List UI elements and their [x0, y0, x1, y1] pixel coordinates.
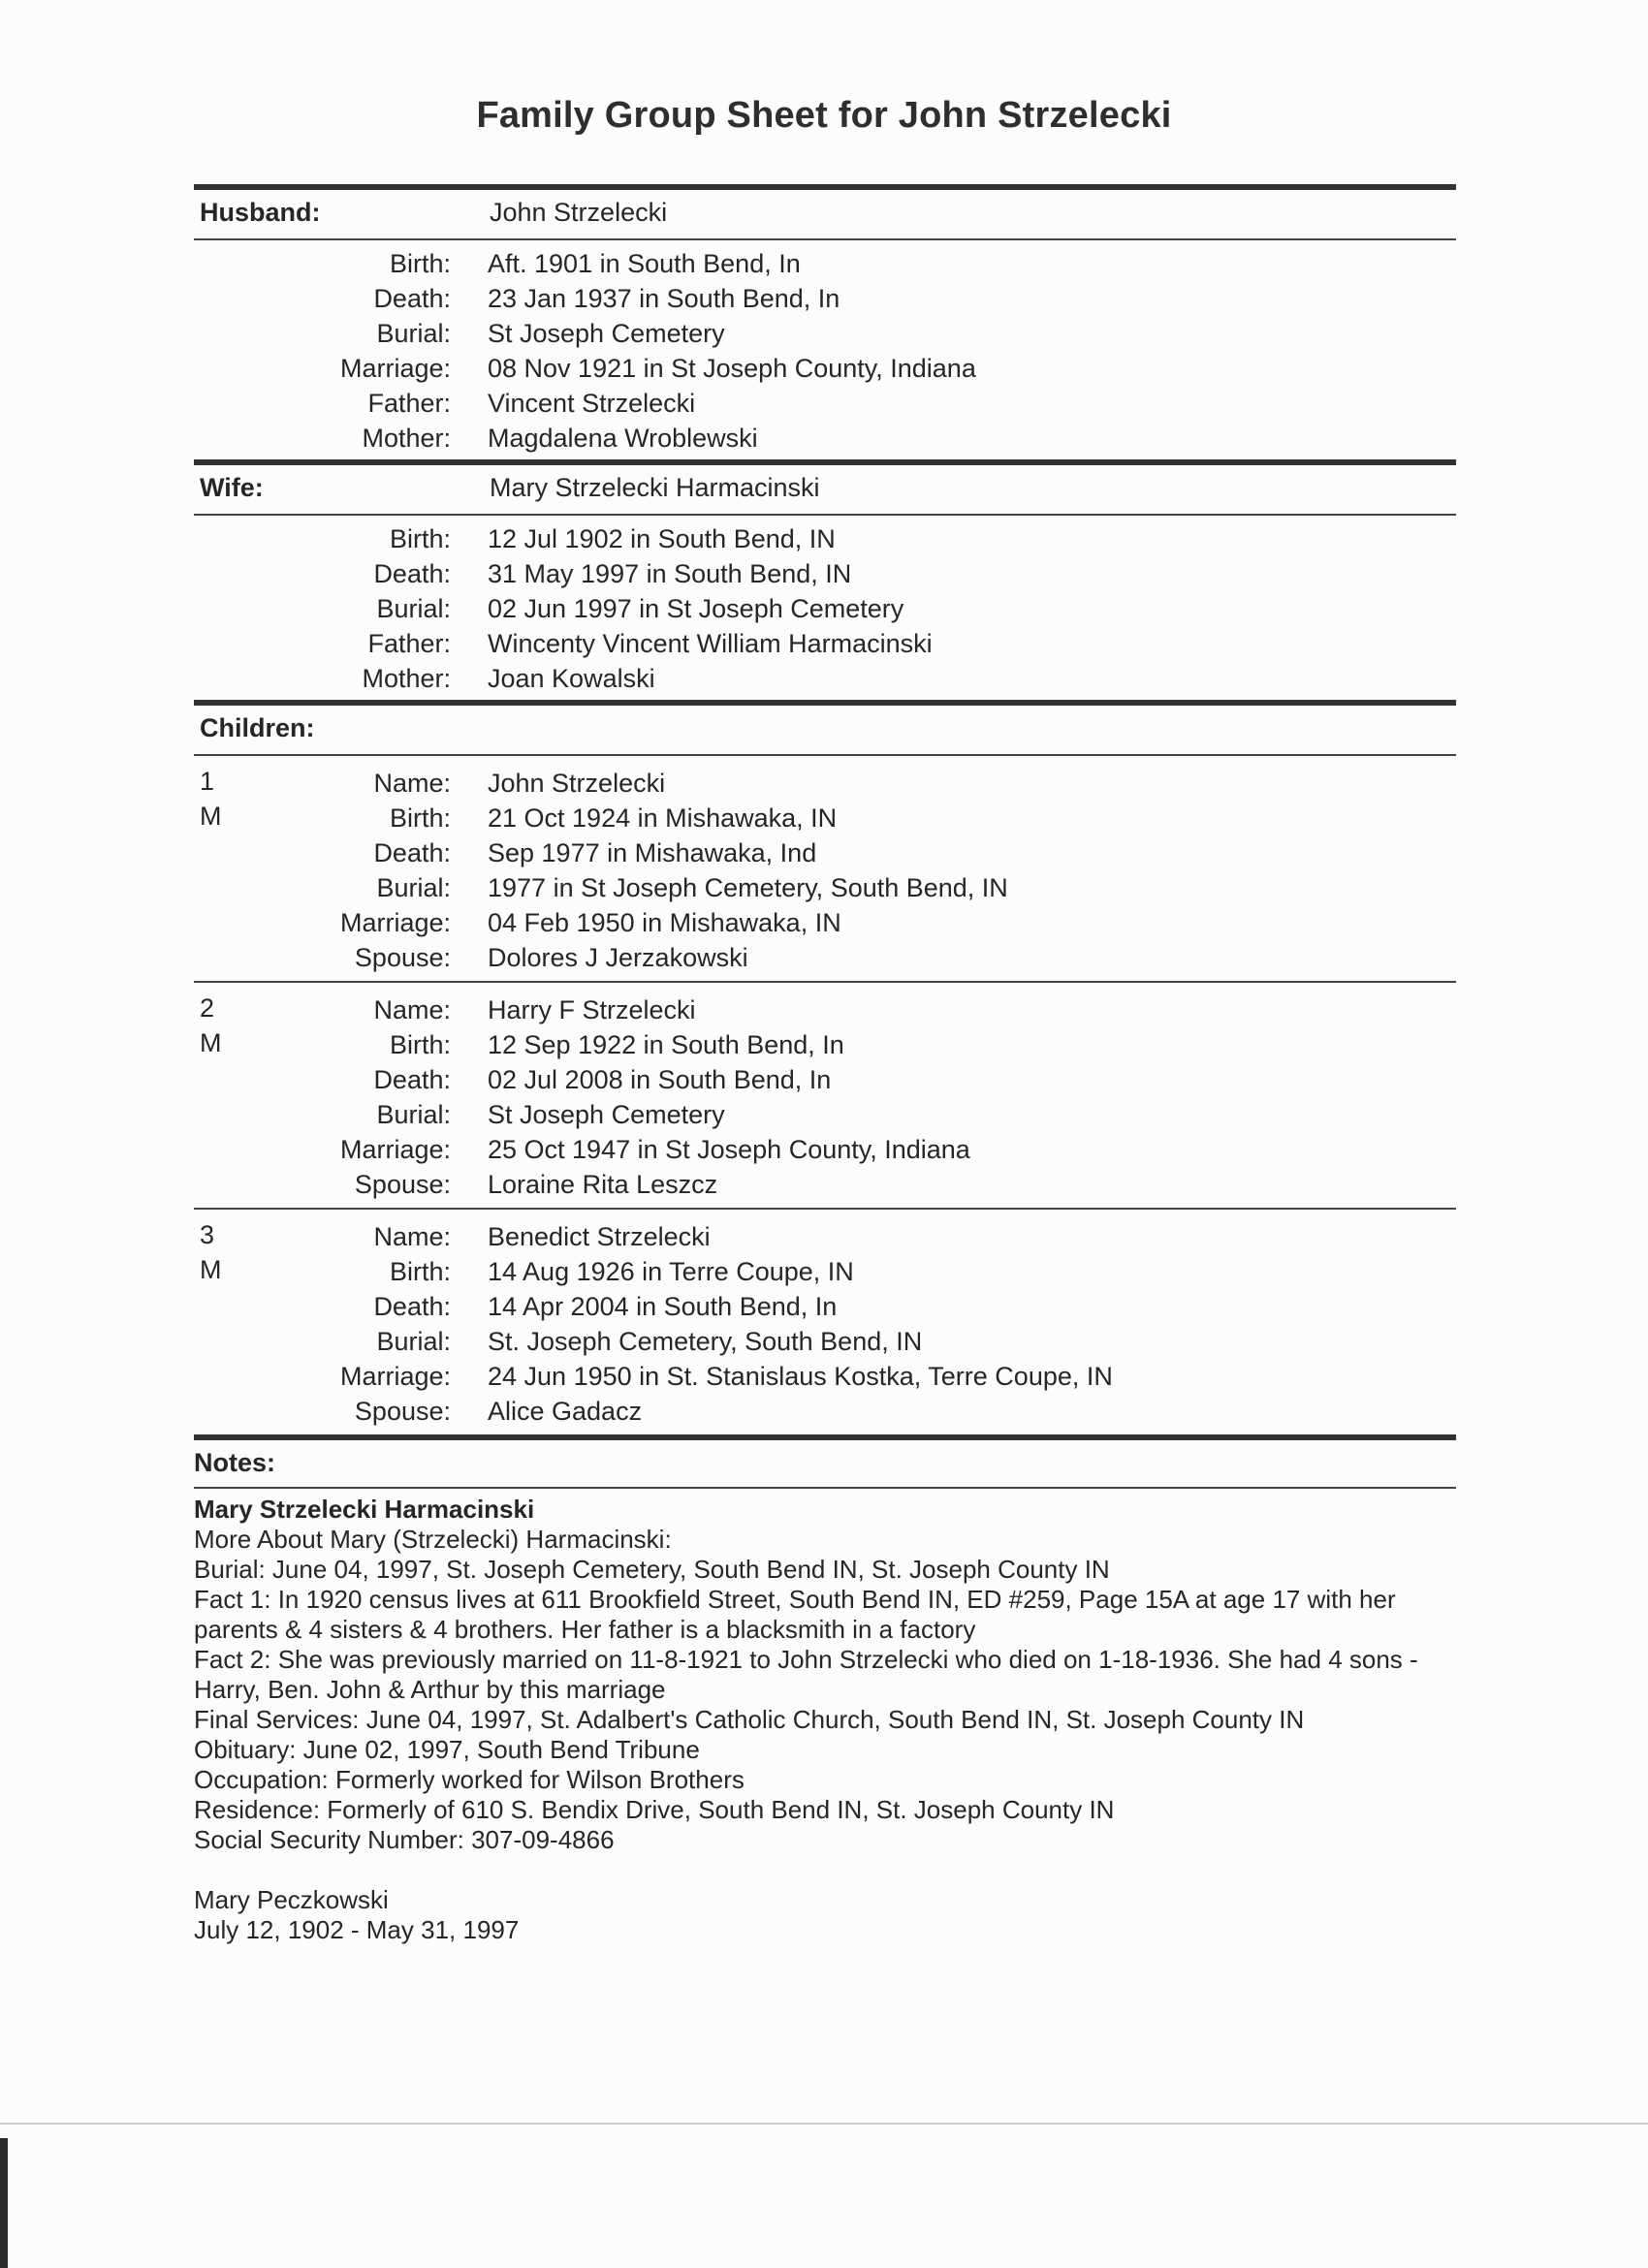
fact-label: Spouse: — [354, 943, 451, 972]
child-sex: M — [200, 1255, 222, 1284]
fact-value: 14 Apr 2004 in South Bend, In — [488, 1292, 838, 1321]
notes-line: Occupation: Formerly worked for Wilson Brothers — [194, 1765, 745, 1794]
notes-heading: Mary Strzelecki Harmacinski — [194, 1495, 535, 1524]
fact-row — [194, 1359, 1456, 1394]
fact-row — [194, 316, 1456, 351]
fact-row — [194, 870, 1456, 905]
fact-label: Burial: — [376, 1100, 451, 1129]
fact-label: Death: — [373, 1292, 451, 1321]
fact-row — [194, 1324, 1456, 1359]
fact-label: Burial: — [376, 319, 451, 348]
fact-label: Death: — [373, 838, 451, 867]
fact-label: Father: — [367, 389, 451, 418]
husband-facts — [194, 240, 1456, 459]
fact-label: Marriage: — [339, 354, 451, 383]
notes-lines — [194, 1525, 1444, 1855]
wife-name: Mary Strzelecki Harmacinski — [490, 473, 820, 502]
fact-label: Death: — [373, 559, 451, 588]
fact-value: 08 Nov 1921 in St Joseph County, Indiana — [488, 354, 976, 383]
fact-value: Magdalena Wroblewski — [488, 424, 758, 453]
fact-label: Mother: — [362, 664, 451, 693]
child-sex: M — [200, 802, 222, 831]
child-entry — [194, 983, 1456, 1208]
notes-line: Residence: Formerly of 610 S. Bendix Drive, South Bend IN, St. Joseph County IN — [194, 1795, 1115, 1824]
fact-label: Mother: — [362, 424, 451, 453]
children-header — [194, 706, 1456, 754]
fact-row — [194, 281, 1456, 316]
fact-label: Spouse: — [354, 1170, 451, 1199]
wife-header — [194, 465, 1456, 514]
fact-value: 23 Jan 1937 in South Bend, In — [488, 284, 840, 313]
fact-value: St Joseph Cemetery — [488, 1100, 725, 1129]
fact-label: Spouse: — [354, 1397, 451, 1426]
fact-label: Burial: — [376, 1327, 451, 1356]
fact-value: 12 Jul 1902 in South Bend, IN — [488, 524, 836, 553]
notes-label: Notes: — [194, 1448, 276, 1477]
child-number: 3 — [200, 1220, 215, 1249]
fact-value: 02 Jul 2008 in South Bend, In — [488, 1065, 832, 1094]
spacer — [194, 1855, 1444, 1885]
fact-value: Harry F Strzelecki — [488, 995, 696, 1024]
fact-label: Name: — [373, 1222, 451, 1251]
notes-body — [194, 1489, 1444, 1945]
wife-label: Wife: — [200, 473, 264, 502]
fact-row — [194, 421, 1456, 456]
fact-value: St Joseph Cemetery — [488, 319, 725, 348]
fact-value: 1977 in St Joseph Cemetery, South Bend, IN — [488, 873, 1008, 902]
fact-row — [194, 766, 1456, 801]
fact-row — [194, 835, 1456, 870]
fact-row — [194, 905, 1456, 940]
fact-label: Death: — [373, 1065, 451, 1094]
fact-value: 25 Oct 1947 in St Joseph County, Indiana — [488, 1135, 970, 1164]
fact-row — [194, 1289, 1456, 1324]
notes-footer-line: Mary Peczkowski — [194, 1885, 389, 1914]
fact-value: 31 May 1997 in South Bend, IN — [488, 559, 852, 588]
fact-label: Marriage: — [339, 908, 451, 937]
scan-shadow — [0, 2138, 8, 2268]
notes-line: Fact 2: She was previously married on 11-8-1921 to John Strzelecki who died on 1-18-1936. She had 4 sons - Harry, Ben. John & Arthur by this marriage — [194, 1645, 1418, 1704]
fact-label: Death: — [373, 284, 451, 313]
fact-value: 04 Feb 1950 in Mishawaka, IN — [488, 908, 841, 937]
notes-line: More About Mary (Strzelecki) Harmacinski: — [194, 1525, 672, 1554]
fact-value: Wincenty Vincent William Harmacinski — [488, 629, 933, 658]
fact-label: Birth: — [389, 524, 451, 553]
fact-row — [194, 661, 1456, 696]
fact-value: Loraine Rita Leszcz — [488, 1170, 718, 1199]
fact-row — [194, 1394, 1456, 1429]
fact-row — [194, 246, 1456, 281]
fact-value: St. Joseph Cemetery, South Bend, IN — [488, 1327, 923, 1356]
fact-label: Name: — [373, 769, 451, 798]
husband-name: John Strzelecki — [490, 198, 668, 227]
fact-value: 12 Sep 1922 in South Bend, In — [488, 1030, 844, 1059]
children-label: Children: — [200, 713, 315, 742]
fact-label: Marriage: — [339, 1135, 451, 1164]
fact-row — [194, 386, 1456, 421]
fact-label: Birth: — [389, 1030, 451, 1059]
notes-footer-line: July 12, 1902 - May 31, 1997 — [194, 1915, 520, 1944]
fact-row — [194, 1254, 1456, 1289]
fact-row — [194, 626, 1456, 661]
notes-header — [194, 1440, 1456, 1487]
fact-label: Birth: — [389, 249, 451, 278]
child-number: 2 — [200, 993, 215, 1023]
fact-value: Benedict Strzelecki — [488, 1222, 711, 1251]
fact-value: 21 Oct 1924 in Mishawaka, IN — [488, 803, 838, 833]
husband-label: Husband: — [200, 198, 321, 227]
fact-label: Marriage: — [339, 1362, 451, 1391]
fact-row — [194, 591, 1456, 626]
child-entry — [194, 1210, 1456, 1434]
fact-row — [194, 556, 1456, 591]
fact-value: Aft. 1901 in South Bend, In — [488, 249, 801, 278]
child-facts — [194, 766, 1456, 975]
fact-label: Burial: — [376, 594, 451, 623]
fact-row — [194, 1097, 1456, 1132]
fact-value: 24 Jun 1950 in St. Stanislaus Kostka, Terre Coupe, IN — [488, 1362, 1113, 1391]
notes-line: Final Services: June 04, 1997, St. Adalbert's Catholic Church, South Bend IN, St. Joseph County IN — [194, 1705, 1305, 1734]
fact-label: Birth: — [389, 1257, 451, 1286]
child-entry — [194, 756, 1456, 981]
notes-line: Obituary: June 02, 1997, South Bend Tribune — [194, 1735, 700, 1764]
husband-header — [194, 190, 1456, 238]
fact-label: Burial: — [376, 873, 451, 902]
notes-line: Fact 1: In 1920 census lives at 611 Brookfield Street, South Bend IN, ED #259, Page 15A at age 17 with her parents & 4 sisters & 4 brothers. Her father is a blacksmith in a factory — [194, 1585, 1396, 1644]
fact-value: 14 Aug 1926 in Terre Coupe, IN — [488, 1257, 854, 1286]
page-title: Family Group Sheet for John Strzelecki — [476, 95, 1172, 136]
notes-line: Burial: June 04, 1997, St. Joseph Cemetery, South Bend IN, St. Joseph County IN — [194, 1555, 1110, 1584]
fact-value: Sep 1977 in Mishawaka, Ind — [488, 838, 817, 867]
notes-line: Social Security Number: 307-09-4866 — [194, 1825, 615, 1854]
fact-row — [194, 1219, 1456, 1254]
child-facts — [194, 992, 1456, 1202]
child-sex: M — [200, 1028, 222, 1057]
fact-value: Alice Gadacz — [488, 1397, 643, 1426]
child-number: 1 — [200, 767, 215, 796]
child-facts — [194, 1219, 1456, 1429]
fact-row — [194, 801, 1456, 835]
fact-row — [194, 992, 1456, 1027]
fact-value: 02 Jun 1997 in St Joseph Cemetery — [488, 594, 904, 623]
fact-row — [194, 1132, 1456, 1167]
notes-footer — [194, 1885, 1444, 1945]
fact-row — [194, 351, 1456, 386]
fact-row — [194, 1167, 1456, 1202]
wife-facts — [194, 516, 1456, 700]
fact-row — [194, 521, 1456, 556]
fact-value: Vincent Strzelecki — [488, 389, 696, 418]
scan-edge — [0, 2123, 1648, 2268]
fact-value: John Strzelecki — [488, 769, 666, 798]
family-group-sheet — [194, 184, 1456, 1945]
fact-value: Dolores J Jerzakowski — [488, 943, 748, 972]
fact-row — [194, 1027, 1456, 1062]
children-list — [194, 754, 1456, 1434]
fact-label: Birth: — [389, 803, 451, 833]
fact-row — [194, 1062, 1456, 1097]
fact-value: Joan Kowalski — [488, 664, 655, 693]
fact-label: Name: — [373, 995, 451, 1024]
fact-label: Father: — [367, 629, 451, 658]
fact-row — [194, 940, 1456, 975]
